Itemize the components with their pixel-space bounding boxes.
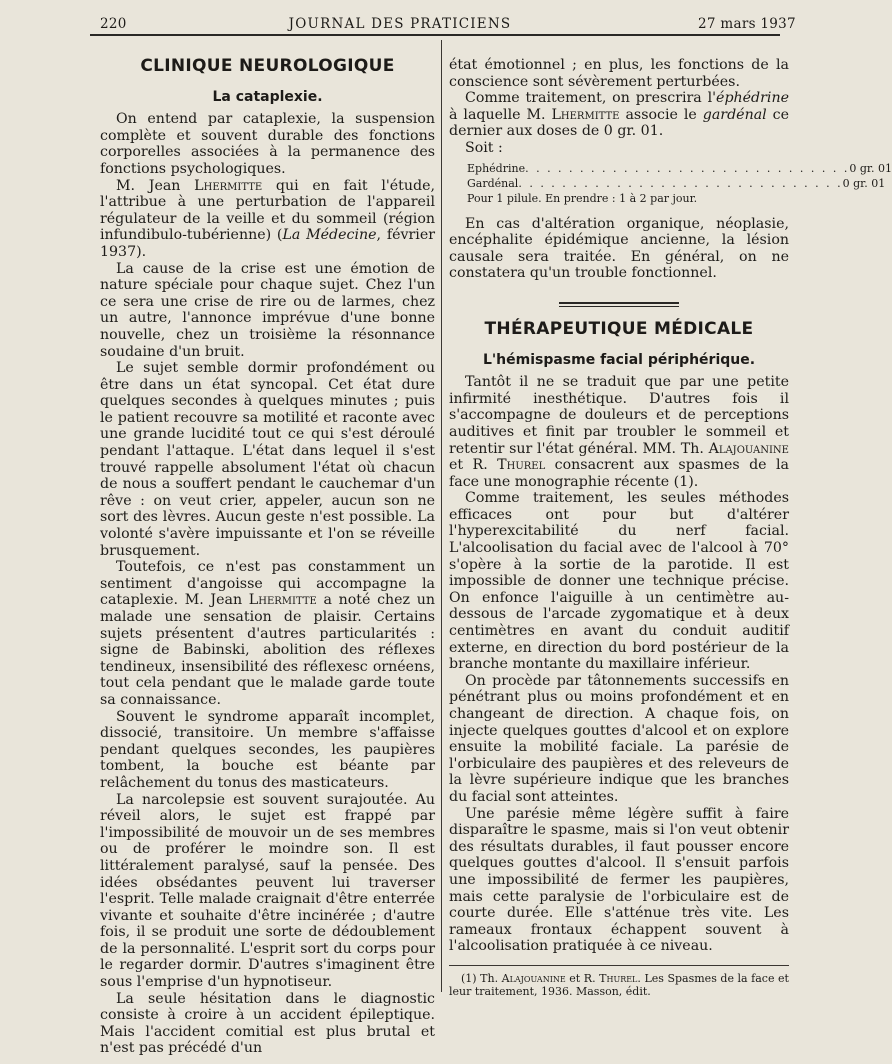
- drug-name: Ephédrine: [467, 161, 526, 175]
- paragraph: Souvent le syndrome apparaît incomplet, dissocié, transitoire. Un membre s'affaisse pendant quelques secondes, les paupières tombent, la bouche est béante par relâchement du tonus des masticateurs.: [100, 708, 435, 791]
- paragraph: Comme traitement, on prescrira l'éphédrine à laquelle M. Lhermitte associe le gardénal ce dernier aux doses de 0 gr. 01.: [449, 90, 790, 140]
- article-title-hemispasme: L'hémispasme facial périphérique.: [482, 351, 756, 368]
- paragraph: Tantôt il ne se traduit que par une petite infirmité inesthétique. D'autres fois il s'accompagne de douleurs et de perceptions auditives et finit par troubler le sommeil et retentir sur l'état général. MM. Th. Alajouanine et R. Thurel consacrent aux spasmes de la face une monographie récente (1).: [449, 374, 789, 490]
- paragraph: M. Jean Lhermitte qui en fait l'étude, l'attribue à une perturbation de l'appareil régulateur de la veille et du sommeil (région infundibulo-tubérienne) (La Médecine, février 1937).: [100, 177, 435, 260]
- paragraph: La narcolepsie est souvent surajoutée. Au réveil alors, le sujet est frappé par l'impossibilité de mouvoir un de ses membres ou de proférer le moindre son. Il est littéralement paralysé, sauf la pensée. Des idées obsédantes peuvent lui traverser l'esprit. Telle malade craignait d'être enterrée vivante et souhaite d'être incinérée ; d'autre fois, il se produit une sorte de dédoublement de la personnalité. L'esprit sort du corps pour le regarder dormir. D'autres s'imaginent être sous l'emprise d'un hypnotiseur.: [100, 791, 435, 991]
- paragraph: La seule hésitation dans le diagnostic consiste à croire à un accident épileptique. Mais l'accident comitial est plus brutal et n'est pas précédé d'un: [100, 990, 435, 1057]
- prescription-intro: Soit :: [465, 139, 503, 156]
- prescription-line: [467, 161, 892, 176]
- article-title-cataplexie: La cataplexie.: [212, 88, 323, 105]
- paragraph: La cause de la crise est une émotion de nature spéciale pour chaque sujet. Chez l'un ce sera une crise de rire ou de larmes, chez un autre, l'annonce imprévue d'une bonne nouvelle, chez un troisième la résonnance soudaine d'un bruit.: [100, 260, 435, 360]
- left-column: [100, 56, 435, 1057]
- author-name: Lhermitte: [551, 106, 620, 123]
- prescription-note: Pour 1 pilule. En prendre : 1 à 2 par jour.: [467, 191, 698, 205]
- footnote: (1) Th. Alajouanine et R. Thurel. Les Spasmes de la face et leur traitement, 1936. Masson, édit.: [449, 971, 789, 998]
- paragraph: état émotionnel ; en plus, les fonctions de la conscience sont sévèrement perturbées.: [449, 57, 789, 90]
- drug-dose: 0 gr. 01: [849, 161, 892, 175]
- journal-title: JOURNAL DES PRATICIENS: [288, 16, 512, 32]
- paragraph: Comme traitement, les seules méthodes efficaces ont pour but d'altérer l'hyperexcitabilité du nerf facial. L'alcoolisation du facial avec de l'alcool à 70° s'opère à la sortie de la parotide. Il est impossible de donner une technique précise. On enfonce l'aiguille à un centimètre au-dessous de l'arcade zygomatique et à deux centimètres en avant du conduit auditif externe, en direction du bord postérieur de la branche montante du maxillaire inférieur.: [449, 490, 789, 673]
- author-name: Lhermitte: [248, 592, 317, 609]
- leader-dots: . . . . . . . . . . . . . . . . . . . . . . . . . . . . . .: [518, 176, 843, 190]
- paragraph: En cas d'altération organique, néoplasie, encéphalite épidémique ancienne, la lésion causale sera traitée. En général, on ne constatera qu'un trouble fonctionnel.: [449, 215, 789, 282]
- paragraph: Une parésie même légère suffit à faire disparaître le spasme, mais si l'on veut obtenir des résultats durables, il faut pousser encore quelques gouttes d'alcool. Il s'ensuit parfois une impossibilité de fermer les paupières, mais cette paralysie de l'orbiculaire est de courte durée. Elle s'atténue très vite. Les rameaux frontaux échappent souvent à l'alcoolisation pratiquée à ce niveau.: [449, 805, 789, 955]
- header-rule: [90, 34, 780, 36]
- issue-date: 27 mars 1937: [698, 16, 796, 32]
- paragraph: Toutefois, ce n'est pas constamment un sentiment d'angoisse qui accompagne la cataplexie. M. Jean Lhermitte a noté chez un malade une sensation de plaisir. Certains sujets présentent d'autres particularités : signe de Babinski, abolition des réflexes tendineux, insensibilité des réflexesc ornéens, tout cela pendant que le malade garde toute sa connaissance.: [100, 559, 435, 708]
- prescription: [467, 161, 892, 206]
- leader-dots: . . . . . . . . . . . . . . . . . . . . . . . . . . . . . .: [525, 161, 850, 175]
- source-title: La Médecine: [282, 227, 377, 244]
- page-number: 220: [100, 16, 127, 32]
- drug-name: éphédrine: [716, 90, 789, 107]
- drug-name: Gardénal: [467, 176, 519, 190]
- paragraph: On procède par tâtonnements successifs en pénétrant plus ou moins profondément et en changeant de direction. A chaque fois, on injecte quelques gouttes d'alcool et on explore ensuite la mobilité faciale. La parésie de l'orbiculaire des paupières et des releveurs de la lèvre supérieure indique que les branches du facial sont atteintes.: [449, 672, 789, 805]
- drug-dose: 0 gr. 01: [842, 176, 886, 190]
- author-name: Thurel: [599, 971, 638, 985]
- column-divider: [441, 40, 442, 992]
- footnote-rule: [449, 965, 789, 966]
- paragraph: Le sujet semble dormir profondément ou être dans un état syncopal. Cet état dure quelques secondes à quelques minutes ; puis le patient recouvre sa motilité et raconte avec une grande lucidité tout ce qui s'est déroulé pendant l'attaque. L'état dans lequel il s'est trouvé rappelle absolument l'état où chacun de nous a souffert pendant le cauchemar d'un rêve : on veut crier, appeler, aucun son ne sort des lèvres. Aucun geste n'est possible. La volonté s'avère impuissante et l'on se réveille brusquement.: [100, 360, 435, 559]
- right-column: [449, 57, 892, 998]
- section-title-neurology: CLINIQUE NEUROLOGIQUE: [140, 56, 395, 76]
- author-name: Thurel: [497, 457, 546, 474]
- prescription-line: [467, 176, 886, 191]
- drug-name: gardénal: [702, 106, 767, 123]
- author-name: Lhermitte: [194, 177, 263, 194]
- author-name: Alajouanine: [501, 971, 566, 985]
- section-title-therapeutics: THÉRAPEUTIQUE MÉDICALE: [484, 318, 754, 339]
- paragraph: On entend par cataplexie, la suspension complète et souvent durable des fonctions corporelles associées à la permanence des fonctions psychologiques.: [100, 111, 435, 177]
- section-divider: [559, 302, 679, 307]
- author-name: Alajouanine: [708, 440, 789, 457]
